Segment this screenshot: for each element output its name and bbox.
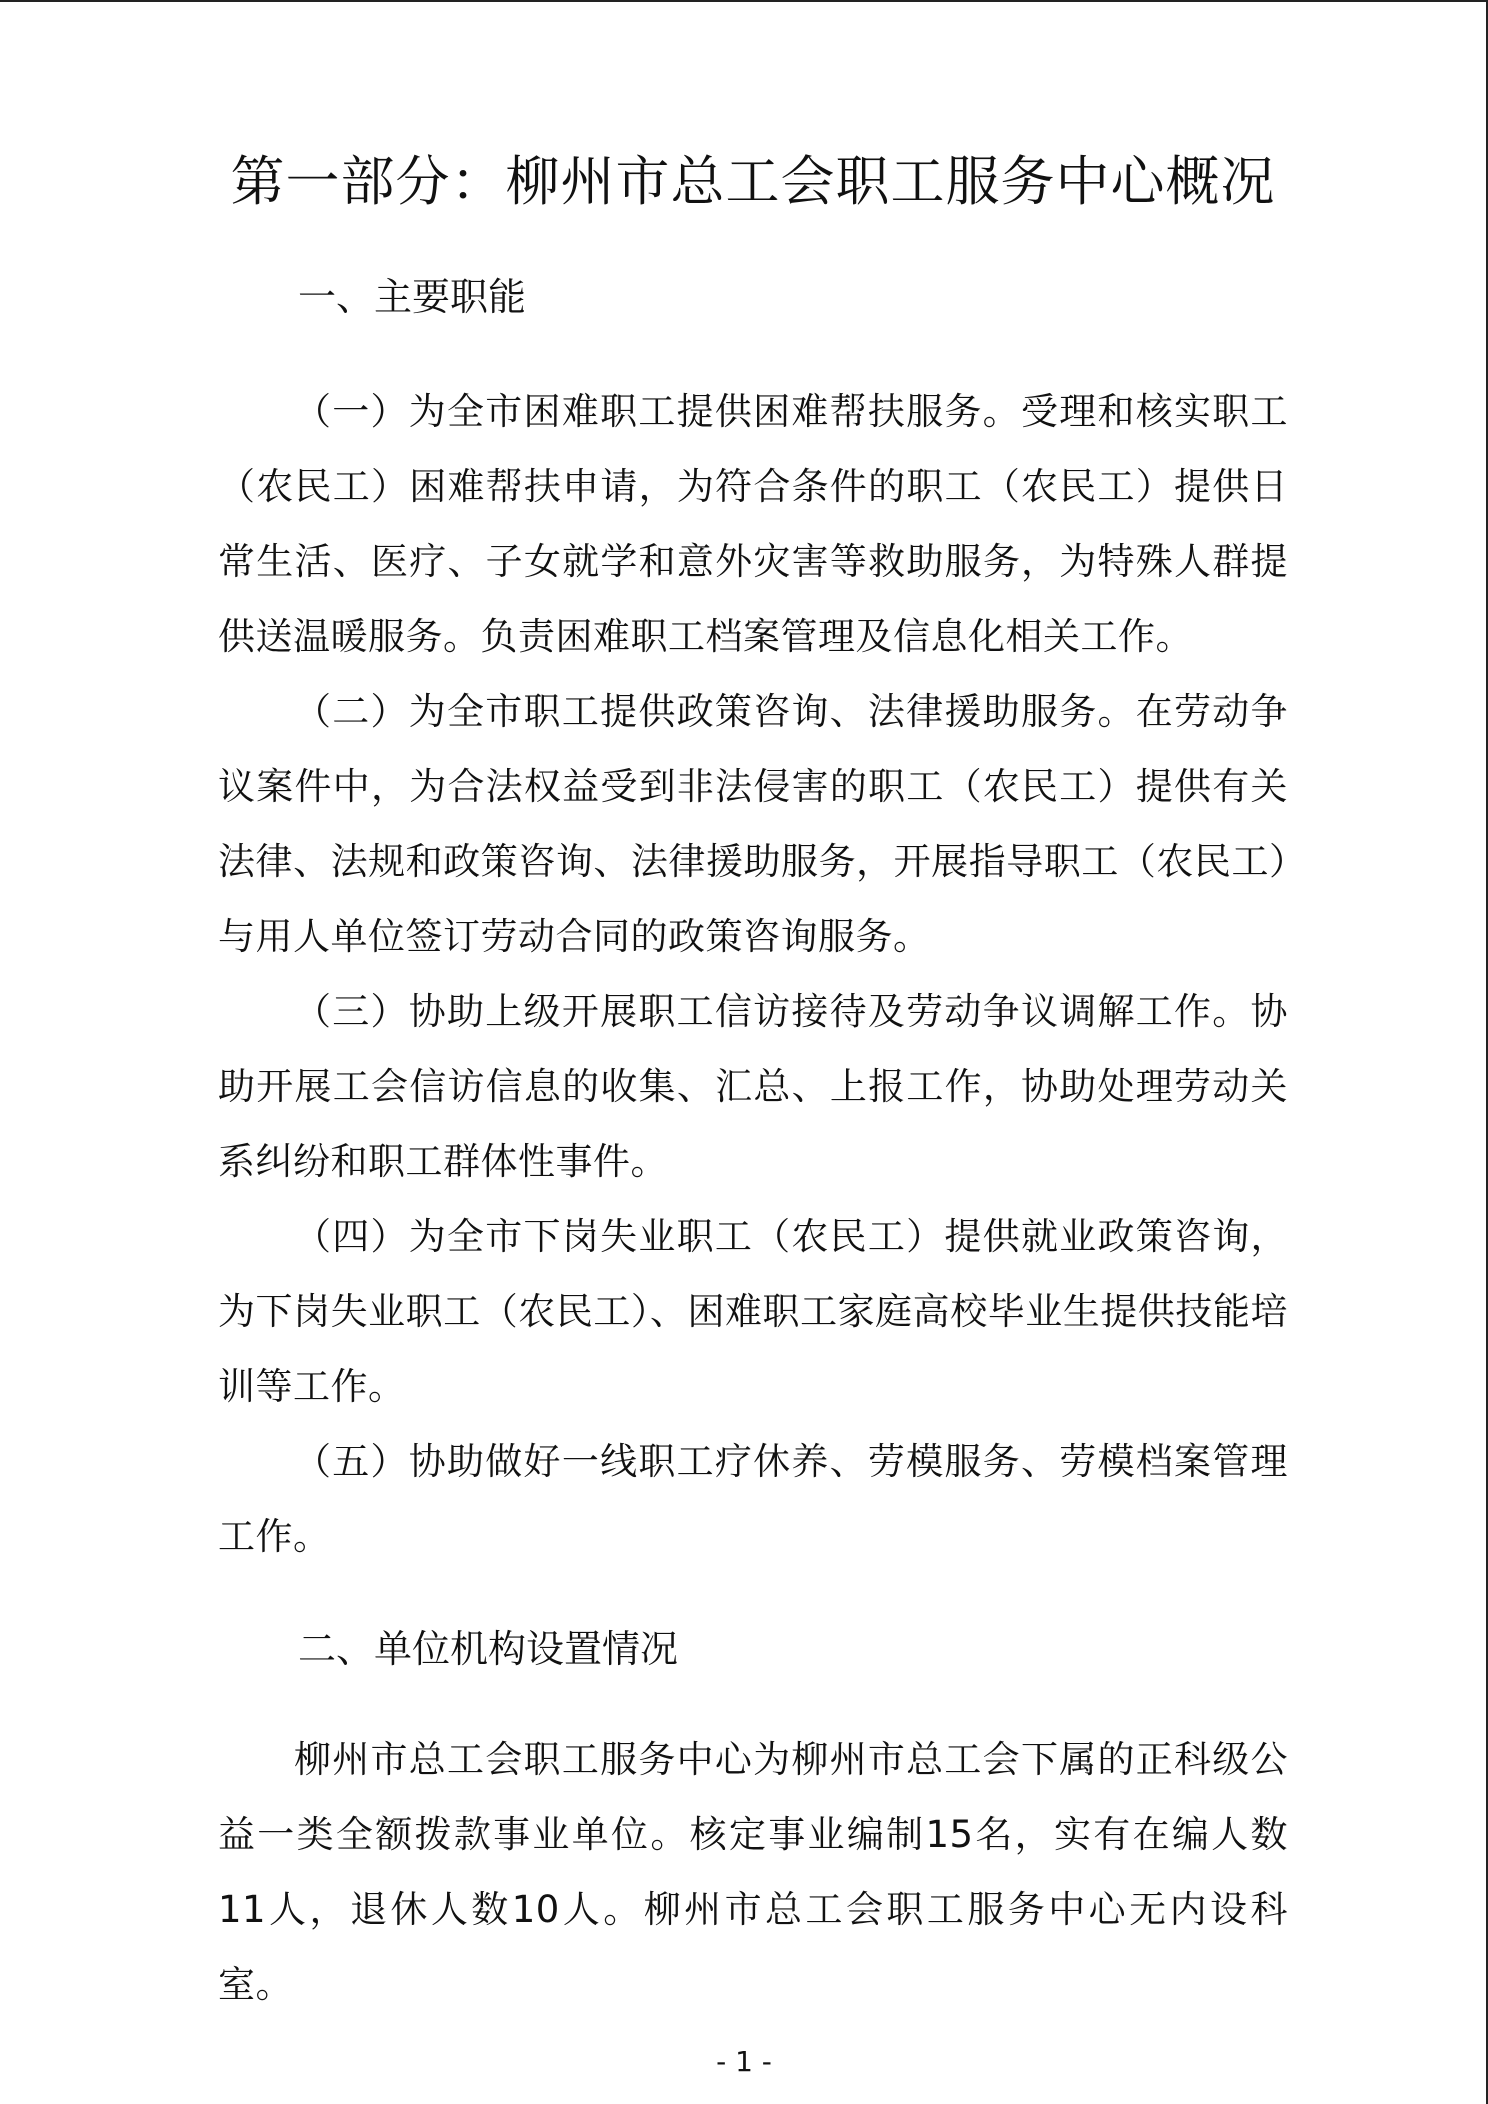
- function-paragraph-4: （四）为全市下岗失业职工（农民工）提供就业政策咨询，为下岗失业职工（农民工）、困难职工家庭高校毕业生提供技能培训等工作。: [218, 1215, 1288, 1408]
- organization-paragraph: 柳州市总工会职工服务中心为柳州市总工会下属的正科级公益一类全额拨款事业单位。核定事业编制15名，实有在编人数11人，退休人数10人。柳州市总工会职工服务中心无内设科室。: [218, 1738, 1288, 2006]
- function-paragraph-5: （五）协助做好一线职工疗休养、劳模服务、劳模档案管理工作。: [218, 1440, 1288, 1558]
- function-paragraph-1: （一）为全市困难职工提供困难帮扶服务。受理和核实职工（农民工）困难帮扶申请，为符合条件的职工（农民工）提供日常生活、医疗、子女就学和意外灾害等救助服务，为特殊人群提供送温暖服务。负责困难职工档案管理及信息化相关工作。: [218, 390, 1288, 658]
- page-top-border: [0, 0, 1488, 2]
- section-heading-organization: 二、单位机构设置情况: [298, 1627, 679, 1671]
- section-heading-main-functions: 一、主要职能: [298, 275, 527, 319]
- function-paragraph-3: （三）协助上级开展职工信访接待及劳动争议调解工作。协助开展工会信访信息的收集、汇总、上报工作，协助处理劳动关系纠纷和职工群体性事件。: [218, 990, 1288, 1183]
- document-title: 第一部分：柳州市总工会职工服务中心概况: [230, 150, 1276, 213]
- page-number: - 1 -: [716, 2045, 772, 2078]
- function-paragraph-2: （二）为全市职工提供政策咨询、法律援助服务。在劳动争议案件中，为合法权益受到非法侵害的职工（农民工）提供有关法律、法规和政策咨询、法律援助服务，开展指导职工（农民工）与用人单位签订劳动合同的政策咨询服务。: [218, 690, 1288, 958]
